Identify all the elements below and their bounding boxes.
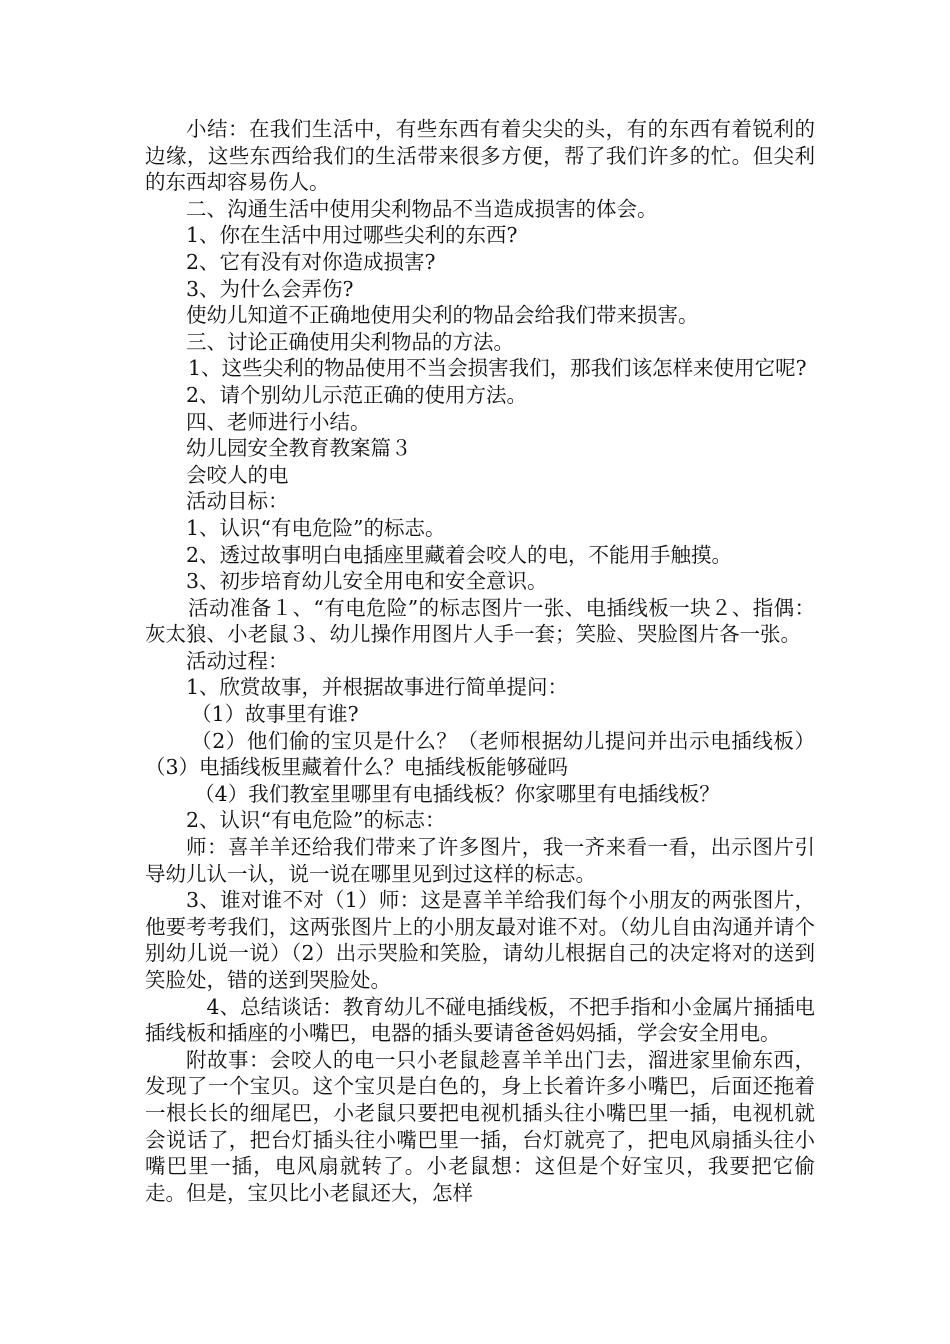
paragraph: 四、老师进行小结。 bbox=[186, 409, 371, 434]
paragraph: 4、总结谈话：教育幼儿不碰电插线板，不把手指和小金属片捅插电插线板和插座的小嘴巴，电器的插头要请爸爸妈妈插，学会安全用电。 bbox=[145, 994, 815, 1046]
paragraph: （4）我们教室里哪里有电插线板？你家哪里有电插线板？ bbox=[194, 781, 720, 806]
paragraph: 三、讨论正确使用尖利物品的方法。 bbox=[186, 329, 514, 354]
paragraph: 2、透过故事明白电插座里藏着会咬人的电，不能用手触摸。 bbox=[186, 542, 733, 567]
paragraph: 1、认识“有电危险”的标志。 bbox=[186, 515, 446, 540]
paragraph: 活动目标： bbox=[186, 489, 289, 514]
paragraph: 活动过程： bbox=[186, 648, 289, 673]
paragraph: 附故事：会咬人的电一只小老鼠趁喜羊羊出门去，溜进家里偷东西，发现了一个宝贝。这个宝贝是白色的，身上长着许多小嘴巴，后面还拖着一根长长的细尾巴，小老鼠只要把电视机插头往小嘴巴里一插，电视机就会说话了，把台灯插头往小嘴巴里一插，台灯就亮了，把电风扇插头往小嘴巴里一插，电风扇就转了。小老鼠想：这但是个好宝贝，我要把它偷走。但是，宝贝比小老鼠还大，怎样 bbox=[145, 1047, 815, 1205]
paragraph: （1）故事里有谁? bbox=[191, 702, 359, 727]
paragraph: 师：喜羊羊还给我们带来了许多图片，我一齐来看一看，出示图片引导幼儿认一认，说一说在哪里见到过这样的标志。 bbox=[145, 835, 815, 886]
document-body bbox=[145, 116, 815, 1206]
paragraph: 1、你在生活中用过哪些尖利的东西? bbox=[186, 223, 518, 248]
paragraph: 1、这些尖利的物品使用不当会损害我们，那我们该怎样来使用它呢? bbox=[188, 356, 807, 381]
paragraph: 小结：在我们生活中，有些东西有着尖尖的头，有的东西有着锐利的边缘，这些东西给我们的生活带来很多方便，帮了我们许多的忙。但尖利的东西却容易伤人。 bbox=[145, 117, 815, 195]
paragraph: 二、沟通生活中使用尖利物品不当造成损害的体会。 bbox=[186, 196, 658, 221]
paragraph: 3、为什么会弄伤? bbox=[186, 276, 354, 301]
section-heading: 幼儿园安全教育教案篇３ bbox=[186, 436, 412, 461]
paragraph: 2、请个别幼儿示范正确的使用方法。 bbox=[186, 382, 528, 407]
paragraph: 使幼儿知道不正确地使用尖利的物品会给我们带来损害。 bbox=[186, 303, 699, 328]
paragraph: 2、认识“有电危险”的标志： bbox=[186, 808, 446, 833]
lesson-title: 会咬人的电 bbox=[186, 462, 289, 487]
paragraph: 1、欣赏故事，并根据故事进行简单提问： bbox=[186, 675, 569, 700]
paragraph: 活动准备１、“有电危险”的标志图片一张、电插线板一块２、指偶：灰太狼、小老鼠３、幼儿操作用图片人手一套；笑脸、哭脸图片各一张。 bbox=[145, 595, 815, 647]
paragraph: 3、谁对谁不对（1）师：这是喜羊羊给我们每个小朋友的两张图片，他要考考我们，这两张图片上的小朋友最对谁不对。（幼儿自由沟通并请个别幼儿说一说）（2）出示哭脸和笑脸，请幼儿根据自己的决定将对的送到笑脸处，错的送到哭脸处。 bbox=[145, 888, 815, 992]
paragraph: 3、初步培育幼儿安全用电和安全意识。 bbox=[186, 569, 548, 594]
paragraph: （2）他们偷的宝贝是什么？（老师根据幼儿提问并出示电插线板）（3）电插线板里藏着什么？电插线板能够碰吗 bbox=[145, 728, 815, 780]
paragraph: 2、它有没有对你造成损害? bbox=[186, 249, 436, 274]
